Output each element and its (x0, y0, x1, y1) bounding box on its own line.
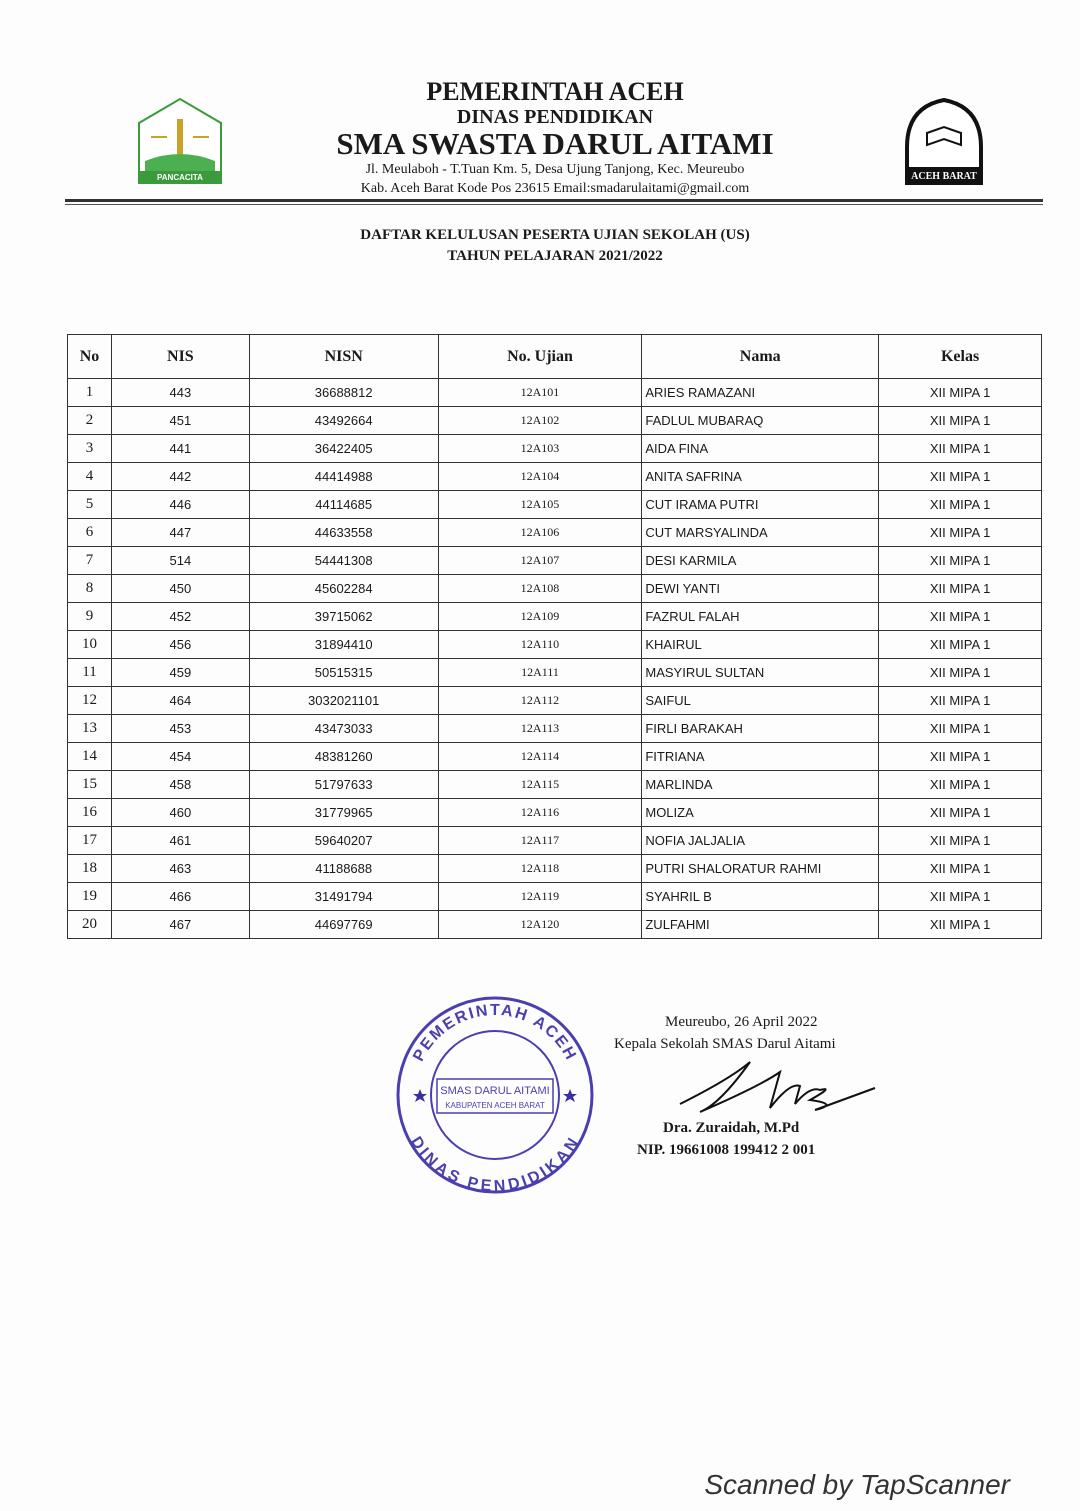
handwritten-signature (640, 1054, 880, 1116)
table-row (68, 743, 1042, 771)
row-no: 7 (68, 547, 112, 575)
row-no: 2 (68, 407, 112, 435)
row-nisn: 44633558 (249, 519, 438, 547)
row-nis: 460 (111, 799, 249, 827)
table-row (68, 463, 1042, 491)
row-no-ujian: 12A120 (438, 911, 642, 939)
letterhead-divider-thin (65, 204, 1043, 205)
table-row (68, 547, 1042, 575)
row-no-ujian: 12A104 (438, 463, 642, 491)
row-nis: 459 (111, 659, 249, 687)
table-row (68, 771, 1042, 799)
row-kelas: XII MIPA 1 (879, 547, 1042, 575)
row-nis: 446 (111, 491, 249, 519)
table-row (68, 379, 1042, 407)
row-nama: MARLINDA (642, 771, 879, 799)
row-no-ujian: 12A108 (438, 575, 642, 603)
row-kelas: XII MIPA 1 (879, 491, 1042, 519)
row-kelas: XII MIPA 1 (879, 603, 1042, 631)
row-nisn: 43473033 (249, 715, 438, 743)
row-no-ujian: 12A103 (438, 435, 642, 463)
row-nis: 452 (111, 603, 249, 631)
stamp-top-text: PEMERINTAH ACEH (410, 1001, 580, 1065)
row-nama: AIDA FINA (642, 435, 879, 463)
row-no: 20 (68, 911, 112, 939)
row-nama: DESI KARMILA (642, 547, 879, 575)
table-row (68, 603, 1042, 631)
row-nama: SAIFUL (642, 687, 879, 715)
row-nis: 461 (111, 827, 249, 855)
row-kelas: XII MIPA 1 (879, 687, 1042, 715)
row-nisn: 36688812 (249, 379, 438, 407)
table-row (68, 827, 1042, 855)
row-nisn: 44114685 (249, 491, 438, 519)
row-nama: ARIES RAMAZANI (642, 379, 879, 407)
header-nisn: NISN (249, 335, 438, 379)
header-no: No (68, 335, 112, 379)
header-kelas: Kelas (879, 335, 1042, 379)
document-subtitle: TAHUN PELAJARAN 2021/2022 (447, 248, 663, 264)
signatory-nip: NIP. 19661008 199412 2 001 (637, 1142, 816, 1158)
row-nisn: 44414988 (249, 463, 438, 491)
row-kelas: XII MIPA 1 (879, 575, 1042, 603)
row-kelas: XII MIPA 1 (879, 799, 1042, 827)
row-nisn: 43492664 (249, 407, 438, 435)
table-row (68, 659, 1042, 687)
row-nis: 454 (111, 743, 249, 771)
row-nisn: 44697769 (249, 911, 438, 939)
row-nama: SYAHRIL B (642, 883, 879, 911)
row-no: 17 (68, 827, 112, 855)
row-no-ujian: 12A119 (438, 883, 642, 911)
letterhead-government: PEMERINTAH ACEH (426, 77, 684, 106)
row-no: 8 (68, 575, 112, 603)
row-no-ujian: 12A111 (438, 659, 642, 687)
row-no-ujian: 12A106 (438, 519, 642, 547)
row-nama: FIRLI BARAKAH (642, 715, 879, 743)
table-row (68, 715, 1042, 743)
letterhead-address: Jl. Meulaboh - T.Tuan Km. 5, Desa Ujung Tanjong, Kec. Meureubo (365, 162, 745, 177)
table-row (68, 519, 1042, 547)
signatory-name: Dra. Zuraidah, M.Pd (663, 1120, 800, 1136)
row-nis: 450 (111, 575, 249, 603)
row-no: 14 (68, 743, 112, 771)
row-nis: 442 (111, 463, 249, 491)
official-stamp (395, 995, 595, 1195)
table-row (68, 631, 1042, 659)
row-nama: PUTRI SHALORATUR RAHMI (642, 855, 879, 883)
header-nama: Nama (642, 335, 879, 379)
table-row (68, 883, 1042, 911)
star-icon (563, 1089, 577, 1102)
row-kelas: XII MIPA 1 (879, 631, 1042, 659)
row-nama: CUT MARSYALINDA (642, 519, 879, 547)
table-row (68, 799, 1042, 827)
row-kelas: XII MIPA 1 (879, 519, 1042, 547)
row-nisn: 45602284 (249, 575, 438, 603)
row-kelas: XII MIPA 1 (879, 743, 1042, 771)
row-nis: 466 (111, 883, 249, 911)
row-no: 19 (68, 883, 112, 911)
row-nisn: 50515315 (249, 659, 438, 687)
row-no-ujian: 12A112 (438, 687, 642, 715)
row-no: 1 (68, 379, 112, 407)
row-nis: 514 (111, 547, 249, 575)
row-nis: 467 (111, 911, 249, 939)
row-no: 4 (68, 463, 112, 491)
row-nis: 441 (111, 435, 249, 463)
letterhead-department: DINAS PENDIDIKAN (456, 106, 654, 128)
row-nis: 451 (111, 407, 249, 435)
row-nisn: 54441308 (249, 547, 438, 575)
row-nama: KHAIRUL (642, 631, 879, 659)
row-nis: 458 (111, 771, 249, 799)
graduation-table (67, 334, 1042, 939)
row-no-ujian: 12A118 (438, 855, 642, 883)
row-no: 12 (68, 687, 112, 715)
row-no: 10 (68, 631, 112, 659)
row-kelas: XII MIPA 1 (879, 771, 1042, 799)
row-nisn: 41188688 (249, 855, 438, 883)
row-no: 5 (68, 491, 112, 519)
row-kelas: XII MIPA 1 (879, 463, 1042, 491)
header-no-ujian: No. Ujian (438, 335, 642, 379)
scanner-watermark: Scanned by TapScanner (704, 1469, 1010, 1500)
table-row (68, 911, 1042, 939)
row-nisn: 36422405 (249, 435, 438, 463)
row-kelas: XII MIPA 1 (879, 435, 1042, 463)
row-no-ujian: 12A113 (438, 715, 642, 743)
row-kelas: XII MIPA 1 (879, 715, 1042, 743)
right-logo-caption: ACEH BARAT (911, 171, 977, 182)
signature-place-date: Meureubo, 26 April 2022 (665, 1014, 818, 1030)
row-nama: FAZRUL FALAH (642, 603, 879, 631)
stamp-bottom-text: DINAS PENDIDIKAN (406, 1134, 584, 1195)
row-kelas: XII MIPA 1 (879, 827, 1042, 855)
row-no: 18 (68, 855, 112, 883)
row-nama: FITRIANA (642, 743, 879, 771)
row-no: 3 (68, 435, 112, 463)
row-no: 15 (68, 771, 112, 799)
table-row (68, 407, 1042, 435)
row-nisn: 51797633 (249, 771, 438, 799)
row-nisn: 31779965 (249, 799, 438, 827)
row-no-ujian: 12A105 (438, 491, 642, 519)
row-nisn: 31491794 (249, 883, 438, 911)
stamp-center-school: SMAS DARUL AITAMI (440, 1085, 550, 1097)
row-nisn: 48381260 (249, 743, 438, 771)
row-nama: CUT IRAMA PUTRI (642, 491, 879, 519)
table-header-row (68, 335, 1042, 379)
table-row (68, 855, 1042, 883)
row-no-ujian: 12A116 (438, 799, 642, 827)
row-nama: NOFIA JALJALIA (642, 827, 879, 855)
row-nama: FADLUL MUBARAQ (642, 407, 879, 435)
row-no: 11 (68, 659, 112, 687)
table-row (68, 575, 1042, 603)
row-nis: 453 (111, 715, 249, 743)
row-no: 16 (68, 799, 112, 827)
row-nama: MOLIZA (642, 799, 879, 827)
letterhead-divider (65, 199, 1043, 202)
row-nis: 464 (111, 687, 249, 715)
row-kelas: XII MIPA 1 (879, 883, 1042, 911)
row-no: 9 (68, 603, 112, 631)
stamp-center-district: KABUPATEN ACEH BARAT (445, 1101, 545, 1110)
row-no: 13 (68, 715, 112, 743)
row-kelas: XII MIPA 1 (879, 379, 1042, 407)
row-nisn: 3032021101 (249, 687, 438, 715)
row-nisn: 39715062 (249, 603, 438, 631)
document-title: DAFTAR KELULUSAN PESERTA UJIAN SEKOLAH (US) (360, 227, 750, 243)
header-nis: NIS (111, 335, 249, 379)
row-nisn: 31894410 (249, 631, 438, 659)
row-nis: 456 (111, 631, 249, 659)
row-nama: DEWI YANTI (642, 575, 879, 603)
row-nis: 463 (111, 855, 249, 883)
row-no-ujian: 12A114 (438, 743, 642, 771)
row-no: 6 (68, 519, 112, 547)
table-row (68, 687, 1042, 715)
row-no-ujian: 12A115 (438, 771, 642, 799)
row-nis: 443 (111, 379, 249, 407)
row-no-ujian: 12A109 (438, 603, 642, 631)
left-logo-caption: PANCACITA (157, 173, 203, 182)
row-nama: MASYIRUL SULTAN (642, 659, 879, 687)
letterhead-school-name: SMA SWASTA DARUL AITAMI (336, 126, 774, 161)
row-no-ujian: 12A102 (438, 407, 642, 435)
row-nama: ANITA SAFRINA (642, 463, 879, 491)
row-kelas: XII MIPA 1 (879, 911, 1042, 939)
row-no-ujian: 12A107 (438, 547, 642, 575)
row-nama: ZULFAHMI (642, 911, 879, 939)
row-nisn: 59640207 (249, 827, 438, 855)
row-no-ujian: 12A110 (438, 631, 642, 659)
signature-position: Kepala Sekolah SMAS Darul Aitami (614, 1036, 836, 1052)
table-row (68, 491, 1042, 519)
row-no-ujian: 12A101 (438, 379, 642, 407)
row-kelas: XII MIPA 1 (879, 855, 1042, 883)
star-icon (413, 1089, 427, 1102)
row-no-ujian: 12A117 (438, 827, 642, 855)
letterhead-contact: Kab. Aceh Barat Kode Pos 23615 Email:smadarulaitami@gmail.com (360, 181, 750, 196)
table-row (68, 435, 1042, 463)
row-kelas: XII MIPA 1 (879, 659, 1042, 687)
row-nis: 447 (111, 519, 249, 547)
row-kelas: XII MIPA 1 (879, 407, 1042, 435)
